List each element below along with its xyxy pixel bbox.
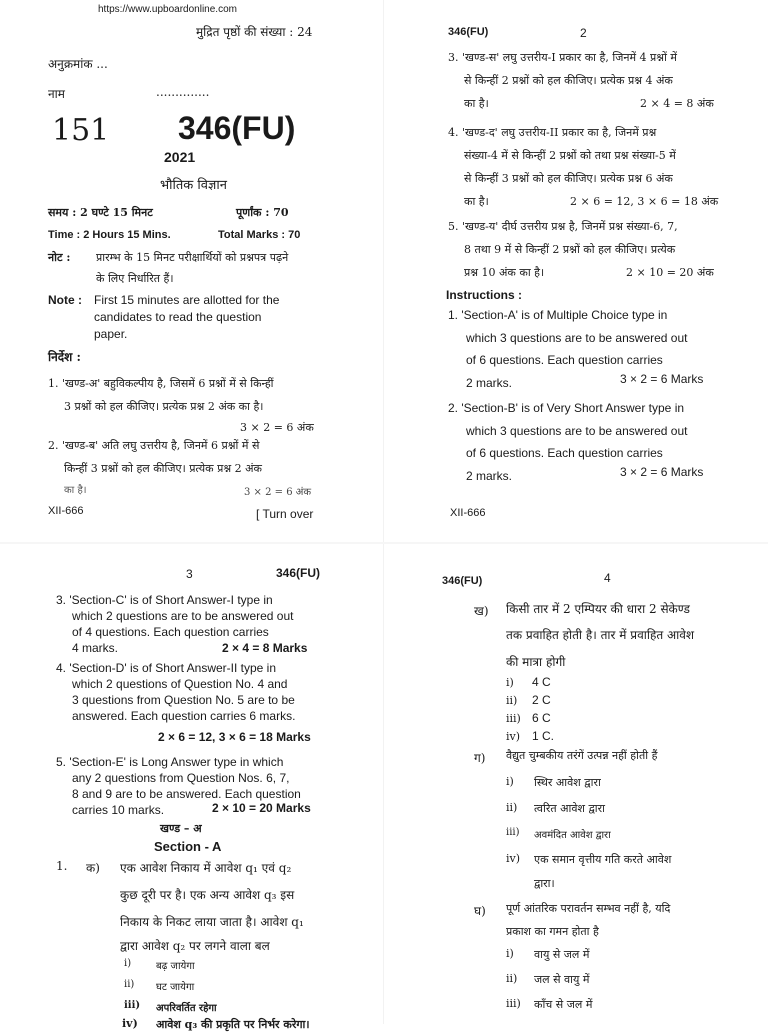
instruction-hindi-marks: 2 × 6 = 12, 3 × 6 = 18 अंक [570, 195, 719, 208]
marks-hindi: पूर्णांक : 70 [236, 206, 289, 219]
option-text: 6 C [532, 711, 551, 725]
instruction-english-line: 8 and 9 are to be answered. Each question [72, 787, 301, 801]
page-4 [384, 545, 768, 1024]
option-label: iv) [506, 730, 521, 743]
option-label: iii) [506, 997, 521, 1010]
name-label: नाम [48, 87, 65, 101]
option-label: ii) [124, 979, 135, 990]
page-number: 2 [580, 26, 587, 40]
question-text-line: पूर्ण आंतरिक परावर्तन सम्भव नहीं है, यदि [506, 902, 671, 915]
option-label: ii) [506, 694, 518, 707]
page-1 [0, 0, 384, 540]
instruction-english-line: which 2 questions of Question No. 4 and [72, 677, 288, 691]
time-english: Time : 2 Hours 15 Mins. [48, 229, 171, 241]
question-part-label: ख) [474, 604, 489, 618]
instruction-english-marks: 2 × 6 = 12, 3 × 6 = 18 Marks [158, 730, 311, 744]
instruction-hindi-line: 3. 'खण्ड-स' लघु उत्तरीय-I प्रकार का है, जिनमें 4 प्रश्नों में [448, 51, 677, 64]
option-text: त्वरित आवेश द्वारा [534, 802, 606, 815]
time-hindi: समय : 2 घण्टे 15 मिनट [48, 206, 153, 219]
option-text: अपरिवर्तित रहेगा [156, 1003, 217, 1014]
instruction-hindi-line: का है। [464, 195, 489, 208]
instruction-english-line: which 2 questions are to be answered out [72, 609, 294, 623]
instruction-hindi-line: 5. 'खण्ड-य' दीर्घ उत्तरीय प्रश्न है, जिनमें प्रश्न संख्या-6, 7, [448, 220, 678, 233]
note-english-line: First 15 minutes are allotted for the [94, 293, 280, 307]
footer-code: XII-666 [48, 505, 84, 517]
page-header-id: 346(FU) [442, 575, 483, 587]
instructions-english-heading: Instructions : [446, 288, 523, 302]
instruction-hindi-marks: 2 × 10 = 20 अंक [626, 266, 714, 279]
option-text: 2 C [532, 693, 551, 707]
option-text: जल से वायु में [534, 973, 590, 986]
instruction-english-line: carries 10 marks. [72, 803, 165, 817]
option-text: बढ़ जायेगा [156, 961, 195, 972]
option-text: 4 C [532, 675, 551, 689]
source-url[interactable]: https://www.upboardonline.com [98, 4, 237, 15]
option-text: घट जायेगा [156, 982, 195, 993]
printed-pages-count: मुद्रित पृष्ठों की संख्या : 24 [196, 25, 313, 39]
instruction-english-line: 2 marks. [466, 469, 513, 483]
instruction-hindi-line: 1. 'खण्ड-अ' बहुविकल्पीय है, जिसमें 6 प्रश्नों में से किन्हीं [48, 377, 274, 390]
marks-english: Total Marks : 70 [218, 229, 301, 241]
page-gutter-vertical [383, 0, 384, 1024]
instruction-hindi-line: का है। [64, 485, 87, 496]
instruction-english-line: 2. 'Section-B' is of Very Short Answer type in [448, 401, 685, 415]
paper-id: 346(FU) [178, 110, 296, 146]
instruction-hindi-marks: 3 × 2 = 6 अंक [244, 487, 312, 498]
instruction-hindi-line: 8 तथा 9 में से किन्हीं 2 प्रश्नों को हल कीजिए। प्रत्येक [464, 243, 676, 256]
note-hindi-line: के लिए निर्धारित हैं। [96, 272, 174, 285]
question-text-line: वैद्युत चुम्बकीय तरंगें उत्पन्न नहीं होती हैं [506, 749, 658, 762]
instruction-hindi-line: 3 प्रश्नों को हल कीजिए। प्रत्येक प्रश्न 2 अंक का है। [64, 400, 264, 413]
instruction-hindi-line: से किन्हीं 2 प्रश्नों को हल कीजिए। प्रत्येक प्रश्न 4 अंक [464, 74, 673, 87]
option-text: वायु से जल में [534, 948, 590, 961]
note-hindi-label: नोट : [48, 251, 71, 264]
instruction-english-line: of 6 questions. Each question carries [466, 353, 663, 367]
section-heading-english: Section - A [154, 839, 222, 854]
option-text: अवमंदित आवेश द्वारा [534, 830, 611, 841]
roll-number-label: अनुक्रमांक ... [48, 57, 108, 71]
option-label: i) [124, 958, 132, 969]
instruction-hindi-line: का है। [464, 97, 489, 110]
instruction-english-line: 3 questions from Question No. 5 are to be [72, 693, 295, 707]
option-label: ii) [506, 972, 518, 985]
turn-over: [ Turn over [256, 507, 314, 521]
page-2 [384, 0, 768, 540]
question-part-label: घ) [474, 904, 486, 918]
option-text: काँच से जल में [534, 998, 593, 1011]
instruction-english-line: of 6 questions. Each question carries [466, 446, 663, 460]
paper-code: 151 [52, 113, 110, 148]
instruction-hindi-line: 4. 'खण्ड-द' लघु उत्तरीय-II प्रकार का है, जिनमें प्रश्न [448, 126, 657, 139]
question-text-line: निकाय के निकट लाया जाता है। आवेश q₁ [120, 915, 304, 929]
question-text-line: प्रकाश का गमन होता है [506, 925, 599, 938]
page-number: 3 [186, 567, 193, 581]
page-3 [0, 545, 384, 1031]
option-text: द्वारा। [534, 877, 555, 890]
subject-title: भौतिक विज्ञान [160, 178, 227, 193]
option-text: स्थिर आवेश द्वारा [534, 776, 601, 789]
option-label: i) [506, 775, 514, 788]
instruction-hindi-marks: 2 × 4 = 8 अंक [640, 97, 714, 110]
option-label: i) [506, 947, 514, 960]
page-header-id: 346(FU) [448, 26, 489, 38]
instruction-english-marks: 2 × 4 = 8 Marks [222, 641, 308, 655]
exam-year: 2021 [164, 149, 196, 165]
instruction-english-marks: 3 × 2 = 6 Marks [620, 372, 704, 386]
instruction-english-line: 4. 'Section-D' is of Short Answer-II type in [56, 661, 277, 675]
instruction-english-line: 1. 'Section-A' is of Multiple Choice type in [448, 308, 668, 322]
footer-code: XII-666 [450, 507, 486, 519]
question-text-line: तक प्रवाहित होती है। तार में प्रवाहित आवेश [506, 628, 695, 642]
instruction-english-line: 2 marks. [466, 376, 513, 390]
option-label: iii) [124, 1000, 141, 1011]
question-text-line: किसी तार में 2 एम्पियर की धारा 2 सेकेण्ड [506, 602, 690, 616]
option-label: iii) [506, 712, 521, 725]
instruction-hindi-line: किन्हीं 3 प्रश्नों को हल कीजिए। प्रत्येक प्रश्न 2 अंक [64, 462, 262, 475]
section-heading-hindi: खण्ड – अ [160, 822, 202, 835]
page-header-id: 346(FU) [276, 566, 321, 580]
instruction-english-line: of 4 questions. Each question carries [72, 625, 269, 639]
name-blank: .............. [156, 85, 210, 99]
instruction-english-line: which 3 questions are to be answered out [466, 424, 688, 438]
option-text: एक समान वृत्तीय गति करते आवेश [534, 853, 672, 866]
option-label: iii) [506, 827, 520, 838]
instruction-english-line: 5. 'Section-E' is Long Answer type in which [56, 755, 284, 769]
instruction-hindi-marks: 3 × 2 = 6 अंक [240, 421, 314, 434]
instruction-hindi-line: संख्या-4 में से किन्हीं 2 प्रश्नों को तथा प्रश्न संख्या-5 में [464, 149, 676, 162]
option-text: आवेश q₃ की प्रकृति पर निर्भर करेगा। [156, 1018, 310, 1031]
note-english-line: paper. [94, 327, 128, 341]
option-label: ii) [506, 801, 518, 814]
option-text: 1 C. [532, 729, 555, 743]
question-text-line: द्वारा आवेश q₂ पर लगने वाला बल [120, 939, 270, 953]
option-label: iv) [122, 1017, 138, 1030]
instruction-english-line: 3. 'Section-C' is of Short Answer-I type in [56, 593, 273, 607]
instruction-english-marks: 2 × 10 = 20 Marks [212, 801, 311, 815]
instruction-hindi-line: प्रश्न 10 अंक का है। [464, 266, 545, 279]
question-text-line: की मात्रा होगी [506, 655, 566, 669]
page-gutter-horizontal [0, 542, 768, 544]
question-text-line: कुछ दूरी पर है। एक अन्य आवेश q₃ इस [120, 888, 295, 902]
instruction-english-line: which 3 questions are to be answered out [466, 331, 688, 345]
question-part-label: ग) [474, 751, 486, 765]
instruction-english-marks: 3 × 2 = 6 Marks [620, 465, 704, 479]
page-number: 4 [604, 571, 611, 585]
question-text-line: एक आवेश निकाय में आवेश q₁ एवं q₂ [120, 861, 292, 875]
option-label: iv) [506, 852, 521, 865]
instructions-hindi-heading: निर्देश : [48, 350, 81, 364]
instruction-english-line: answered. Each question carries 6 marks. [72, 709, 296, 723]
question-part-label: क) [86, 861, 100, 875]
instruction-english-line: any 2 questions from Question Nos. 6, 7, [72, 771, 290, 785]
question-number: 1. [56, 859, 68, 873]
instruction-hindi-line: से किन्हीं 3 प्रश्नों को हल कीजिए। प्रत्येक प्रश्न 6 अंक [464, 172, 673, 185]
note-english-line: candidates to read the question [94, 310, 262, 324]
note-hindi-line: प्रारम्भ के 15 मिनट परीक्षार्थियों को प्रश्नपत्र पढ़ने [96, 251, 289, 264]
instruction-english-line: 4 marks. [72, 641, 119, 655]
note-english-label: Note : [48, 293, 82, 307]
instruction-hindi-line: 2. 'खण्ड-ब' अति लघु उत्तरीय है, जिनमें 6 प्रश्नों में से [48, 439, 260, 452]
option-label: i) [506, 676, 514, 689]
